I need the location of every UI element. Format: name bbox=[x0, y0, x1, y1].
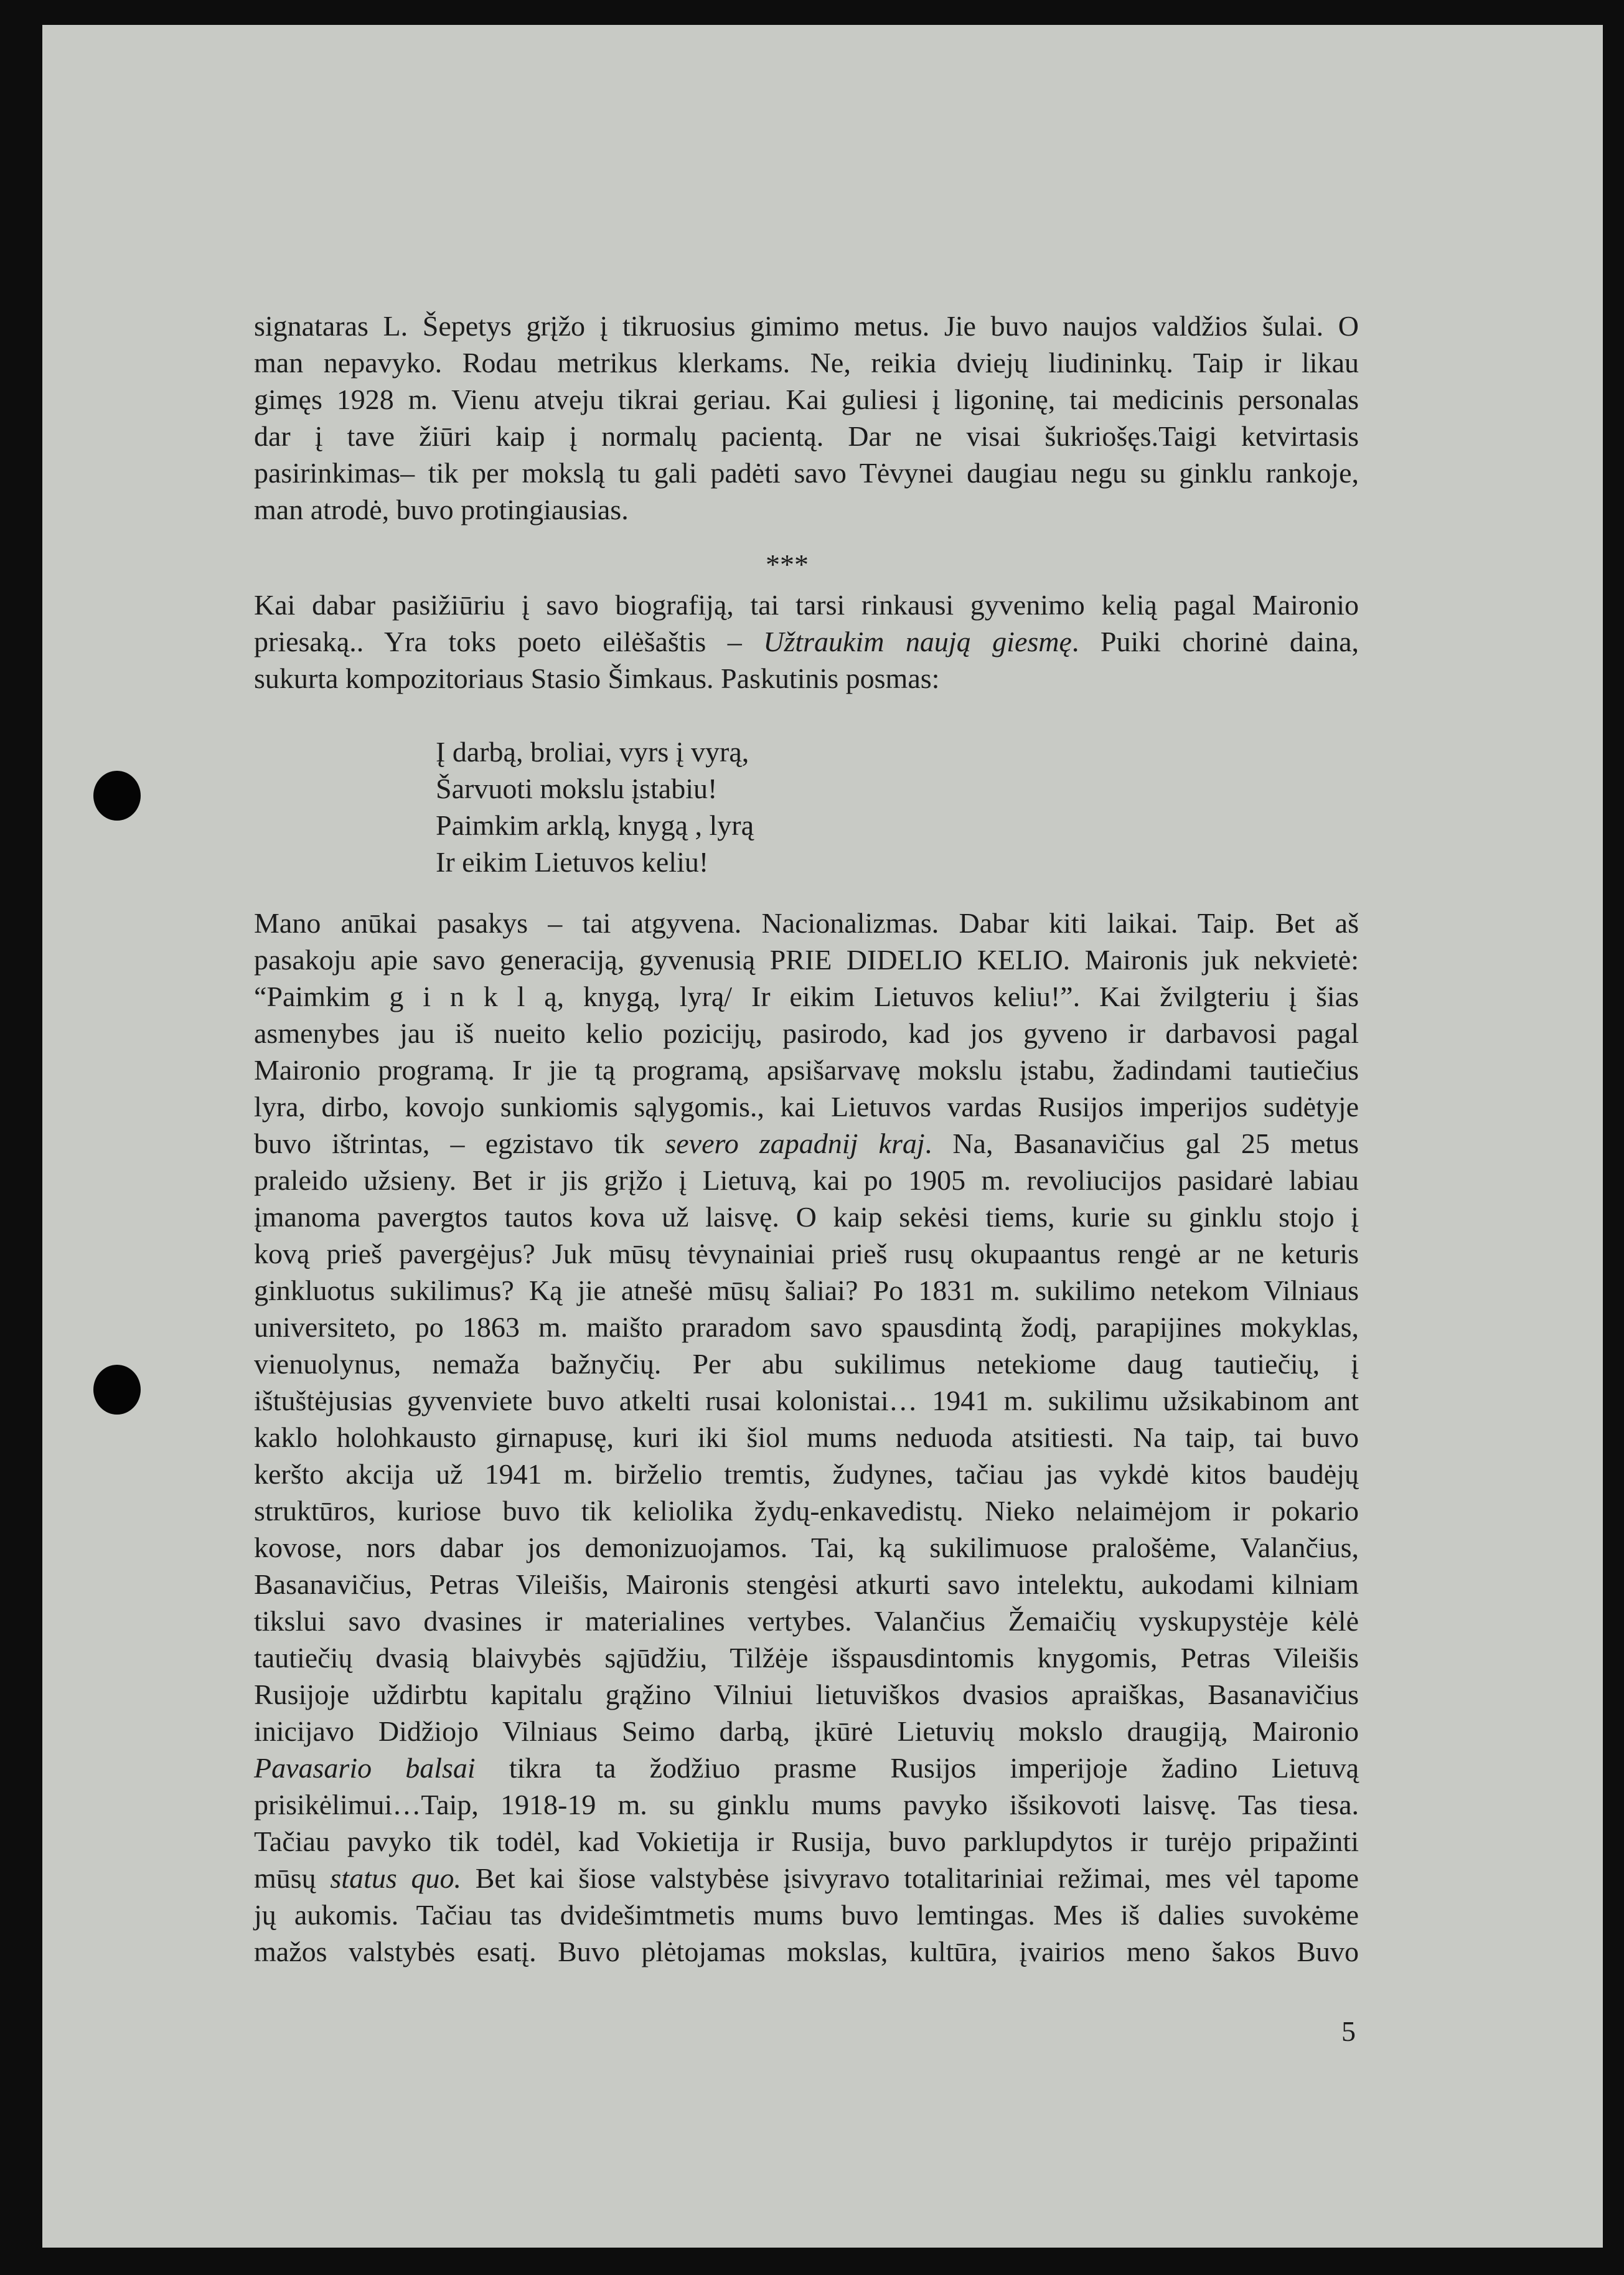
text-run: praleido užsieny. Bet ir jis grįžo į Lietuvą, kai po 1905 m. revoliucijos pasidarė labiau bbox=[254, 1164, 1359, 1196]
text-run: kovą prieš pavergėjus? Juk mūsų tėvynainiai prieš rusų okupaantus rengė ar ne keturis bbox=[254, 1238, 1359, 1269]
italic-text: Pavasario balsai bbox=[254, 1752, 476, 1784]
text-run: kaklo holohkausto girnapusę, kuri iki šiol mums neduoda atsitiesti. Na taip, tai buvo bbox=[254, 1421, 1359, 1453]
text-line bbox=[254, 1015, 1359, 1052]
poem-line: Ir eikim Lietuvos keliu! bbox=[436, 846, 709, 878]
text-run: pasirinkimas– tik per mokslą tu gali padėti savo Tėvynei daugiau negu su ginklu rankoje, bbox=[254, 457, 1359, 489]
text-run: gimęs 1928 m. Vienu atveju tikrai geriau. Kai guliesi į ligoninę, tai medicinis personalas bbox=[254, 384, 1359, 415]
text-line bbox=[254, 1529, 1359, 1566]
text-line bbox=[254, 978, 1359, 1015]
text-run: dar į tave žiūri kaip į normalų pacientą. Dar ne visai šukriošęs.Taigi ketvirtasis bbox=[254, 420, 1359, 452]
text-line bbox=[254, 1566, 1359, 1603]
text-run: tikslui savo dvasines ir materialines vertybes. Valančius Žemaičių vyskupystėje kėlė bbox=[254, 1605, 1359, 1637]
text-run: asmenybes jau iš nueito kelio pozicijų, pasirodo, kad jos gyveno ir darbavosi pagal bbox=[254, 1017, 1359, 1049]
text-run: Maironio programą. Ir jie tą programą, apsišarvavę mokslu įstabu, žadindami tautiečius bbox=[254, 1054, 1359, 1086]
text-line bbox=[254, 1750, 1359, 1786]
text-line bbox=[254, 623, 1359, 660]
poem-line: Šarvuoti mokslu įstabiu! bbox=[436, 773, 718, 804]
section-separator: *** bbox=[766, 549, 809, 580]
text-line bbox=[254, 1162, 1359, 1199]
text-run: “Paimkim g i n k l ą, knygą, lyrą/ Ir eikim Lietuvos keliu!”. Kai žvilgteriu į šias bbox=[254, 981, 1359, 1012]
text-run: kovose, nors dabar jos demonizuojamos. Tai, ką sukilimuose pralošėme, Valančius, bbox=[254, 1532, 1359, 1563]
page-number: 5 bbox=[1341, 2015, 1356, 2047]
text-line bbox=[254, 1896, 1359, 1933]
text-line bbox=[254, 491, 1359, 528]
text-run: . Na, Basanavičius gal 25 metus bbox=[924, 1128, 1359, 1159]
text-run: ištuštėjusias gyvenviete buvo atkelti rusai kolonistai… 1941 m. sukilimu užsikabinom ant bbox=[254, 1385, 1359, 1416]
text-line bbox=[254, 1860, 1359, 1896]
paragraph-1 bbox=[254, 308, 1359, 528]
text-run: universiteto, po 1863 m. maišto praradom savo spausdintą žodį, parapijines mokyklas, bbox=[254, 1311, 1359, 1343]
poem-line: Paimkim arklą, knygą , lyrą bbox=[436, 809, 754, 841]
text-line bbox=[254, 1456, 1359, 1492]
text-run: Basanavičius, Petras Vileišis, Maironis stengėsi atkurti savo intelektu, aukodami kilniam bbox=[254, 1568, 1359, 1600]
text-line bbox=[254, 308, 1359, 344]
text-run: mūsų bbox=[254, 1862, 331, 1894]
text-run: priesaką.. Yra toks poeto eilėšaštis – bbox=[254, 626, 764, 657]
text-run: lyra, dirbo, kovojo sunkiomis sąlygomis., kai Lietuvos vardas Rusijos imperijos sudėtyje bbox=[254, 1091, 1359, 1123]
text-run: Mano anūkai pasakys – tai atgyvena. Nacionalizmas. Dabar kiti laikai. Taip. Bet aš bbox=[254, 907, 1359, 939]
text-line bbox=[254, 1639, 1359, 1676]
text-run: Bet kai šiose valstybėse įsivyravo totalitariniai režimai, mes vėl tapome bbox=[461, 1862, 1359, 1894]
text-line bbox=[254, 941, 1359, 978]
text-line bbox=[254, 1419, 1359, 1456]
text-line bbox=[254, 1492, 1359, 1529]
text-run: inicijavo Didžiojo Vilniaus Seimo darbą, įkūrė Lietuvių mokslo draugiją, Maironio bbox=[254, 1715, 1359, 1747]
poem-stanza bbox=[436, 733, 1183, 880]
text-line bbox=[254, 905, 1359, 941]
text-line bbox=[254, 660, 1359, 697]
text-line bbox=[254, 1235, 1359, 1272]
text-line bbox=[254, 1823, 1359, 1860]
text-run: Rusijoje uždirbtu kapitalu grąžino Vilniui lietuviškos dvasios apraiškas, Basanavičius bbox=[254, 1679, 1359, 1710]
italic-text: Užtraukim naują giesmę bbox=[763, 626, 1072, 657]
text-run: mažos valstybės esatį. Buvo plėtojamas mokslas, kultūra, įvairios meno šakos Buvo bbox=[254, 1936, 1359, 1967]
text-run: pasakoju apie savo generaciją, gyvenusią PRIE DIDELIO KELIO. Maironis juk nekvietė: bbox=[254, 944, 1359, 976]
paragraph-3 bbox=[254, 905, 1359, 1970]
text-run: ginkluotus sukilimus? Ką jie atnešė mūsų šaliai? Po 1831 m. sukilimo netekom Vilniaus bbox=[254, 1274, 1359, 1306]
text-run: vienuolynus, nemaža bažnyčių. Per abu sukilimus netekiome daug tautiečių, į bbox=[254, 1348, 1359, 1380]
italic-text: severo zapadnij kraj bbox=[665, 1128, 925, 1159]
text-run: struktūros, kuriose buvo tik keliolika žydų-enkavedistų. Nieko nelaimėjom ir pokario bbox=[254, 1495, 1359, 1527]
text-run: jų aukomis. Tačiau tas dvidešimtmetis mums buvo lemtingas. Mes iš dalies suvokėme bbox=[254, 1899, 1359, 1931]
text-line bbox=[254, 455, 1359, 491]
text-line bbox=[254, 1786, 1359, 1823]
text-run: Kai dabar pasižiūriu į savo biografiją, tai tarsi rinkausi gyvenimo kelią pagal Maironio bbox=[254, 589, 1359, 621]
text-line bbox=[254, 1345, 1359, 1382]
text-line bbox=[254, 1088, 1359, 1125]
text-line bbox=[254, 418, 1359, 455]
text-line bbox=[254, 1272, 1359, 1309]
paragraph-2 bbox=[254, 586, 1359, 697]
text-line bbox=[254, 344, 1359, 381]
punch-hole bbox=[93, 1365, 141, 1415]
text-line bbox=[254, 1309, 1359, 1345]
text-run: signataras L. Šepetys grįžo į tikruosius gimimo metus. Jie buvo naujos valdžios šulai. O bbox=[254, 310, 1359, 342]
text-run: įmanoma pavergtos tautos kova už laisvę. O kaip sekėsi tiems, kurie su ginklu stojo į bbox=[254, 1201, 1359, 1233]
text-run: tautiečių dvasią blaivybės sąjūdžiu, Tilžėje išspausdintomis knygomis, Petras Vileišis bbox=[254, 1642, 1359, 1674]
text-line bbox=[254, 1676, 1359, 1713]
poem-line: Į darbą, broliai, vyrs į vyrą, bbox=[436, 736, 749, 768]
text-line bbox=[254, 586, 1359, 623]
text-run: buvo ištrintas, – egzistavo tik bbox=[254, 1128, 665, 1159]
text-line bbox=[254, 1125, 1359, 1162]
text-line bbox=[254, 381, 1359, 418]
text-run: Tačiau pavyko tik todėl, kad Vokietija ir Rusija, buvo parklupdytos ir turėjo pripažinti bbox=[254, 1825, 1359, 1857]
text-line bbox=[254, 1713, 1359, 1750]
text-run: man atrodė, buvo protingiausias. bbox=[254, 494, 629, 525]
text-run: sukurta kompozitoriaus Stasio Šimkaus. Paskutinis posmas: bbox=[254, 662, 940, 694]
text-line bbox=[254, 1382, 1359, 1419]
text-run: prisikėlimui…Taip, 1918-19 m. su ginklu mums pavyko išsikovoti laisvę. Tas tiesa. bbox=[254, 1789, 1359, 1820]
text-line bbox=[254, 1052, 1359, 1088]
punch-hole bbox=[93, 771, 141, 821]
italic-text: status quo. bbox=[330, 1862, 461, 1894]
text-run: man nepavyko. Rodau metrikus klerkams. Ne, reikia dviejų liudininkų. Taip ir likau bbox=[254, 347, 1359, 379]
text-run: tikra ta žodžiuo prasme Rusijos imperijoje žadino Lietuvą bbox=[475, 1752, 1359, 1784]
text-run: . Puiki chorinė daina, bbox=[1071, 626, 1359, 657]
text-run: keršto akcija už 1941 m. birželio tremtis, žudynes, tačiau jas vykdė kitos baudėjų bbox=[254, 1458, 1359, 1490]
text-line bbox=[254, 1603, 1359, 1639]
text-line bbox=[254, 1199, 1359, 1235]
text-line bbox=[254, 1933, 1359, 1970]
